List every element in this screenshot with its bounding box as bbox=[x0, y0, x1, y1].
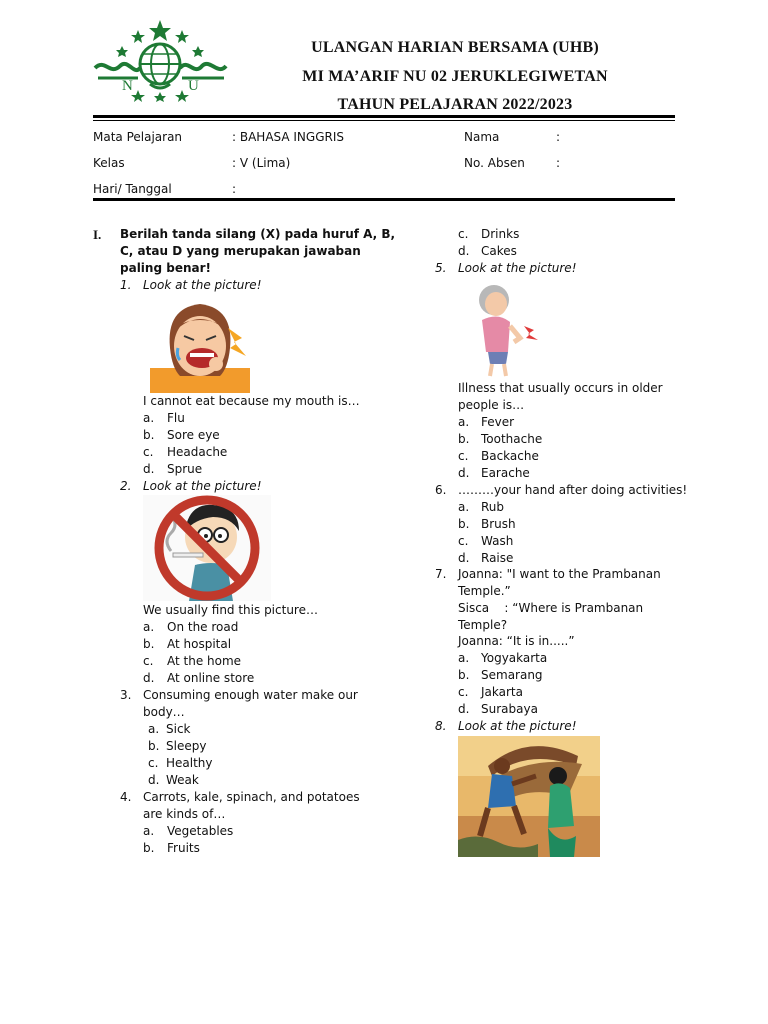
subject-value: : BAHASA INGGRIS bbox=[232, 130, 345, 144]
q8-prompt: Look at the picture! bbox=[458, 719, 577, 733]
q1-prompt: Look at the picture! bbox=[143, 278, 262, 292]
q7-stem-line3: Sisca : “Where is Prambanan bbox=[458, 601, 644, 615]
header-title-line3: TAHUN PELAJARAN 2022/2023 bbox=[337, 96, 573, 113]
q2-option-d-letter[interactable]: d. bbox=[143, 671, 155, 685]
q6-option-d-text: Raise bbox=[481, 551, 514, 565]
q2-option-c-text: At the home bbox=[167, 654, 242, 668]
q1-option-d-text: Sprue bbox=[167, 462, 203, 476]
q8-folktale-picture bbox=[458, 736, 600, 857]
date-label: Hari/ Tanggal bbox=[93, 182, 172, 196]
q2-stem: We usually find this picture… bbox=[143, 603, 318, 617]
q2-option-d-text: At online store bbox=[167, 671, 255, 685]
q7-option-b-letter[interactable]: b. bbox=[458, 668, 470, 682]
q2-option-c-letter[interactable]: c. bbox=[143, 654, 154, 668]
q6-option-b-text: Brush bbox=[481, 517, 516, 531]
q7-option-c-letter[interactable]: c. bbox=[458, 685, 469, 699]
q3-option-b-letter[interactable]: b. bbox=[148, 739, 160, 753]
q2-option-a-text: On the road bbox=[167, 620, 239, 634]
absent-number-field[interactable]: : bbox=[556, 156, 561, 170]
q6-option-b-letter[interactable]: b. bbox=[458, 517, 470, 531]
q3-number: 3. bbox=[120, 688, 132, 702]
q5-option-a-text: Fever bbox=[481, 415, 515, 429]
q5-option-b-letter[interactable]: b. bbox=[458, 432, 470, 446]
q6-option-c-text: Wash bbox=[481, 534, 514, 548]
absent-number-label: No. Absen bbox=[464, 156, 525, 170]
q1-option-b-text: Sore eye bbox=[167, 428, 220, 442]
q5-stem-line2: people is… bbox=[458, 398, 525, 412]
q5-option-a-letter[interactable]: a. bbox=[458, 415, 470, 429]
date-field[interactable]: : bbox=[232, 182, 237, 196]
q7-option-d-text: Surabaya bbox=[481, 702, 538, 716]
class-label: Kelas bbox=[93, 156, 125, 170]
nu-logo bbox=[90, 18, 230, 102]
q3-option-a-text: Sick bbox=[166, 722, 191, 736]
q5-backache-picture bbox=[458, 278, 552, 378]
section-instruction-1: Berilah tanda silang (X) pada huruf A, B, bbox=[120, 227, 396, 241]
q7-stem-line1: Joanna: "I want to the Prambanan bbox=[458, 567, 661, 581]
q7-option-b-text: Semarang bbox=[481, 668, 543, 682]
q5-option-b-text: Toothache bbox=[481, 432, 543, 446]
subject-label: Mata Pelajaran bbox=[93, 130, 183, 144]
q7-option-a-letter[interactable]: a. bbox=[458, 651, 470, 665]
q3-stem-line1: Consuming enough water make our bbox=[143, 688, 358, 702]
q5-number: 5. bbox=[435, 261, 447, 275]
q7-stem-line2: Temple.” bbox=[458, 584, 511, 598]
q4-option-c-letter[interactable]: c. bbox=[458, 227, 469, 241]
q2-number: 2. bbox=[120, 479, 132, 493]
q6-option-c-letter[interactable]: c. bbox=[458, 534, 469, 548]
q4-option-d-text: Cakes bbox=[481, 244, 517, 258]
q7-option-a-text: Yogyakarta bbox=[481, 651, 548, 665]
q7-number: 7. bbox=[435, 567, 447, 581]
q4-option-a-text: Vegetables bbox=[167, 824, 234, 838]
q2-prompt: Look at the picture! bbox=[143, 479, 262, 493]
q2-option-b-letter[interactable]: b. bbox=[143, 637, 155, 651]
q6-number: 6. bbox=[435, 483, 447, 497]
name-field[interactable]: : bbox=[556, 130, 561, 144]
q3-stem-line2: body… bbox=[143, 705, 185, 719]
q5-prompt: Look at the picture! bbox=[458, 261, 577, 275]
q4-option-c-text: Drinks bbox=[481, 227, 520, 241]
class-value: : V (Lima) bbox=[232, 156, 291, 170]
section-number: I. bbox=[93, 227, 102, 242]
q6-stem: ………your hand after doing activities! bbox=[458, 483, 688, 497]
q1-number: 1. bbox=[120, 278, 132, 292]
section-instruction-3: paling benar! bbox=[120, 261, 211, 275]
q6-option-d-letter[interactable]: d. bbox=[458, 551, 470, 565]
section-instruction-2: C, atau D yang merupakan jawaban bbox=[120, 244, 361, 258]
q7-stem-line5: Joanna: “It is in.....” bbox=[458, 634, 575, 648]
q7-option-c-text: Jakarta bbox=[481, 685, 523, 699]
q4-option-b-text: Fruits bbox=[167, 841, 200, 855]
q4-option-b-letter[interactable]: b. bbox=[143, 841, 155, 855]
header-title-line2: MI MA’ARIF NU 02 JERUKLEGIWETAN bbox=[302, 68, 608, 85]
q1-option-c-text: Headache bbox=[167, 445, 228, 459]
q3-option-d-letter[interactable]: d. bbox=[148, 773, 160, 787]
info-rule bbox=[93, 198, 675, 201]
q3-option-a-letter[interactable]: a. bbox=[148, 722, 160, 736]
q7-option-d-letter[interactable]: d. bbox=[458, 702, 470, 716]
q6-option-a-letter[interactable]: a. bbox=[458, 500, 470, 514]
q1-option-a-letter[interactable]: a. bbox=[143, 411, 155, 425]
q7-stem-line4: Temple? bbox=[458, 618, 508, 632]
q1-option-a-text: Flu bbox=[167, 411, 185, 425]
q3-option-c-letter[interactable]: c. bbox=[148, 756, 159, 770]
header-title-line1: ULANGAN HARIAN BERSAMA (UHB) bbox=[311, 39, 599, 56]
q1-option-b-letter[interactable]: b. bbox=[143, 428, 155, 442]
header-rule-thick bbox=[93, 115, 675, 118]
globe-logo-icon bbox=[90, 18, 230, 102]
q4-option-d-letter[interactable]: d. bbox=[458, 244, 470, 258]
q3-option-c-text: Healthy bbox=[166, 756, 213, 770]
logo-letter-u: U bbox=[188, 78, 199, 94]
name-label: Nama bbox=[464, 130, 500, 144]
q6-option-a-text: Rub bbox=[481, 500, 505, 514]
q5-option-d-text: Earache bbox=[481, 466, 530, 480]
header-rule-thin bbox=[93, 120, 675, 121]
logo-letter-n: N bbox=[122, 78, 133, 94]
q1-option-d-letter[interactable]: d. bbox=[143, 462, 155, 476]
q5-stem-line1: Illness that usually occurs in older bbox=[458, 381, 663, 395]
q4-number: 4. bbox=[120, 790, 132, 804]
q2-option-a-letter[interactable]: a. bbox=[143, 620, 155, 634]
q4-stem-line2: are kinds of… bbox=[143, 807, 226, 821]
q8-number: 8. bbox=[435, 719, 447, 733]
q1-stem: I cannot eat because my mouth is… bbox=[143, 394, 360, 408]
q3-option-b-text: Sleepy bbox=[166, 739, 207, 753]
q1-option-c-letter[interactable]: c. bbox=[143, 445, 154, 459]
q5-option-c-letter[interactable]: c. bbox=[458, 449, 469, 463]
q2-no-smoking-picture bbox=[143, 495, 271, 601]
q4-option-a-letter[interactable]: a. bbox=[143, 824, 155, 838]
q5-option-d-letter[interactable]: d. bbox=[458, 466, 470, 480]
q2-option-b-text: At hospital bbox=[167, 637, 232, 651]
q3-option-d-text: Weak bbox=[166, 773, 199, 787]
q1-mouth-pain-picture bbox=[150, 298, 250, 393]
q5-option-c-text: Backache bbox=[481, 449, 539, 463]
q4-stem-line1: Carrots, kale, spinach, and potatoes bbox=[143, 790, 360, 804]
